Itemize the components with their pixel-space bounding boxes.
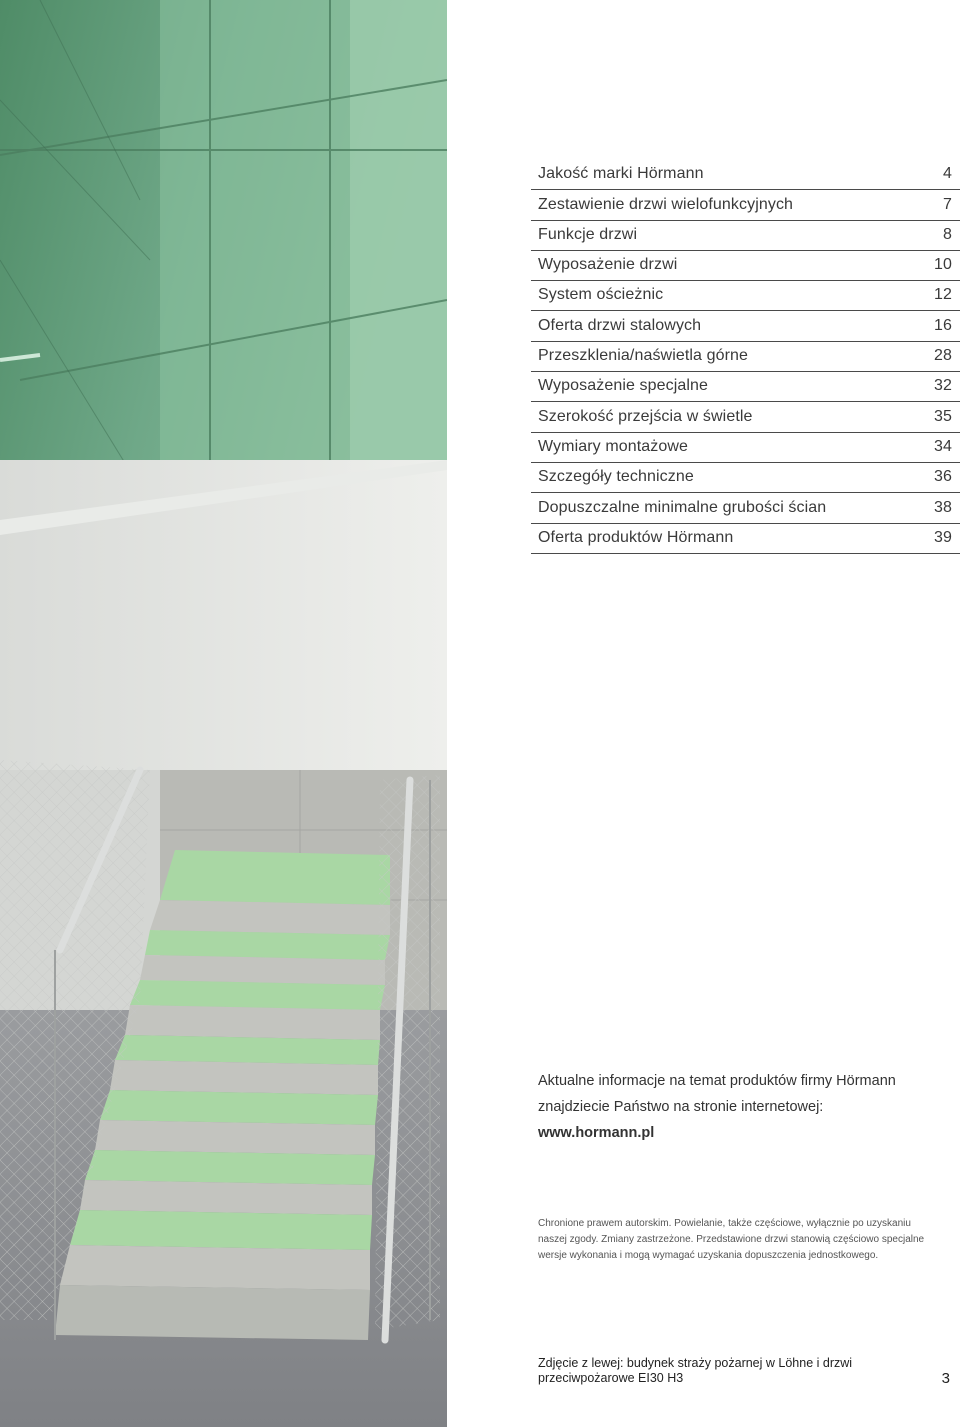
toc-item[interactable]: [531, 524, 960, 554]
toc-item-page: 36: [934, 468, 952, 486]
toc-item-title: Dopuszczalne minimalne grubości ścian: [538, 498, 827, 516]
toc-item[interactable]: [531, 493, 960, 523]
toc-item-page: 34: [934, 437, 952, 455]
toc-item-title: Wyposażenie specjalne: [538, 377, 709, 395]
toc-item-page: 38: [934, 498, 952, 516]
toc-item[interactable]: [531, 342, 960, 372]
toc-item-page: 16: [934, 316, 952, 334]
toc-item-title: Oferta drzwi stalowych: [538, 316, 702, 334]
photo-caption: [538, 1356, 898, 1386]
toc-item[interactable]: [531, 311, 960, 341]
info-line: znajdziecie Państwo na stronie internetowej:: [538, 1099, 824, 1115]
toc-item-page: 7: [943, 195, 952, 213]
toc-item-title: Jakość marki Hörmann: [538, 165, 704, 183]
info-line: Aktualne informacje na temat produktów firmy Hörmann: [538, 1073, 896, 1089]
toc-item-page: 12: [934, 286, 952, 304]
toc-item-title: Wyposażenie drzwi: [538, 256, 678, 274]
toc-item-title: Zestawienie drzwi wielofunkcyjnych: [538, 195, 794, 213]
toc-item-title: Przeszklenia/naświetla górne: [538, 347, 749, 365]
toc-item[interactable]: [531, 190, 960, 220]
website-link[interactable]: www.hormann.pl: [538, 1125, 655, 1141]
toc-item[interactable]: [531, 221, 960, 251]
staircase-photo: [0, 0, 447, 1427]
toc-item-page: 39: [934, 528, 952, 546]
toc-item-title: Wymiary montażowe: [538, 437, 689, 455]
legal-line: Chronione prawem autorskim. Powielanie, także częściowe, wyłącznie po uzyskaniu: [538, 1218, 911, 1229]
toc-item[interactable]: [531, 402, 960, 432]
toc-item-page: 4: [943, 165, 952, 183]
toc-item-title: Funkcje drzwi: [538, 225, 638, 243]
toc-item-title: Szerokość przejścia w świetle: [538, 407, 753, 425]
toc-item[interactable]: [531, 372, 960, 402]
toc-item-page: 8: [943, 225, 952, 243]
toc-item-page: 28: [934, 347, 952, 365]
caption-line: Zdjęcie z lewej: budynek straży pożarnej w Löhne i drzwi: [538, 1356, 853, 1370]
legal-line: wersje wykonania i mogą wymagać uzyskania dopuszczenia jednostkowego.: [538, 1250, 879, 1261]
toc-item[interactable]: [531, 281, 960, 311]
caption-line: przeciwpożarowe EI30 H3: [538, 1371, 684, 1385]
copyright-notice: [538, 1216, 958, 1264]
toc-item-title: Szczegóły techniczne: [538, 468, 694, 486]
toc-item-page: 10: [934, 256, 952, 274]
toc-item-page: 32: [934, 377, 952, 395]
legal-line: naszej zgody. Zmiany zastrzeżone. Przedstawione drzwi stanowią częściowo specjalne: [538, 1234, 925, 1245]
toc-item-title: System ościeżnic: [538, 286, 664, 304]
website-info: [538, 1068, 958, 1146]
table-of-contents: [531, 160, 960, 554]
toc-item[interactable]: [531, 251, 960, 281]
toc-item-page: 35: [934, 407, 952, 425]
toc-item[interactable]: [531, 160, 960, 190]
toc-item[interactable]: [531, 433, 960, 463]
page-number: 3: [941, 1370, 950, 1387]
toc-item-title: Oferta produktów Hörmann: [538, 528, 734, 546]
toc-item[interactable]: [531, 463, 960, 493]
